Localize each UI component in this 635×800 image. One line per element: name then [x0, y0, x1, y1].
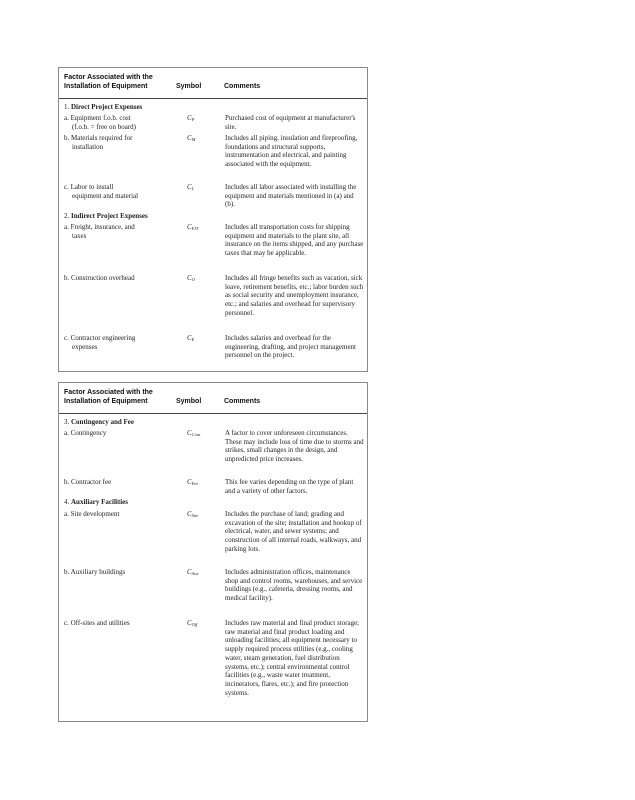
- factor-cell: [64, 429, 169, 438]
- table-header: [59, 383, 367, 414]
- factor-text-cont: taxes: [72, 231, 87, 240]
- comment-cell: Purchased cost of equipment at manufacturer's site.: [225, 114, 356, 131]
- factor-text: a. Equipment f.o.b. cost: [64, 114, 131, 122]
- equipment-factors-table-part-2: [58, 382, 368, 722]
- section-title: Contingency and Fee: [71, 418, 134, 426]
- scan-artifact: [180, 376, 360, 379]
- factor-cell: [64, 134, 169, 151]
- factor-cell: [64, 619, 169, 628]
- equipment-factors-table-part-1: [58, 67, 368, 372]
- column-header-symbol: Symbol: [176, 83, 202, 90]
- column-header-factor: Factor Associated with the Installation of Equipment: [64, 74, 153, 90]
- comment-cell: A factor to cover unforeseen circumstances. These may include loss of time due to storms and strikes, small changes in the design, and unpredicted price increases.: [225, 429, 364, 464]
- symbol-cell: $C_{Fee}$: [187, 478, 199, 486]
- factor-cell: [64, 223, 169, 240]
- symbol-cell: $C_{Site}$: [187, 510, 199, 518]
- section-heading: [64, 103, 142, 112]
- factor-cell: [64, 114, 169, 131]
- factor-cell: [64, 183, 169, 200]
- factor-cell: [64, 334, 169, 351]
- comment-cell: Includes all piping, insulation and fireproofing, foundations and structural supports, instrumentation and electrical, and painting associated with the equipment.: [225, 134, 358, 169]
- comment-cell: Includes all labor associated with installing the equipment and materials mentioned in (a) and (b).: [225, 183, 357, 209]
- symbol-cell: $C_O$: [187, 274, 195, 282]
- comment-cell: Includes all fringe benefits such as vacation, sick leave, retirement benefits, etc.; labor burden such as social security and unemployment insurance, etc.; and salaries and overhead for supervisory personnel.: [225, 274, 364, 317]
- comment-cell: Includes salaries and overhead for the engineering, drafting, and project management personnel on the project.: [225, 334, 357, 360]
- factor-cell: [64, 478, 169, 487]
- comment-cell: Includes all transportation costs for shipping equipment and materials to the plant site, all insurance on the items shipped, and any purchase taxes that may be applicable.: [225, 223, 364, 258]
- column-header-comments: Comments: [224, 398, 261, 405]
- factor-cell: [64, 274, 169, 283]
- section-title: Auxiliary Facilities: [71, 498, 128, 506]
- section-heading: [64, 212, 148, 221]
- factor-text-cont: expenses: [72, 342, 98, 351]
- symbol-cell: $C_{Cont}$: [187, 429, 201, 437]
- factor-text: b. Contractor fee: [64, 478, 112, 486]
- symbol-cell: $C_P$: [187, 114, 195, 122]
- factor-text: b. Construction overhead: [64, 274, 135, 282]
- factor-text: a. Site development: [64, 510, 120, 518]
- section-number: 4.: [64, 498, 70, 506]
- comment-cell: Includes the purchase of land; grading and excavation of the site; installation and hookup of electrical, water, and sewer systems; and construction of all internal roads, walkways, and parking lots.: [225, 510, 362, 553]
- factor-text: c. Off-sites and utilities: [64, 619, 130, 627]
- factor-text: a. Freight, insurance, and: [64, 223, 135, 231]
- factor-text-cont: installation: [72, 142, 104, 151]
- factor-text: c. Contractor engineering: [64, 334, 136, 342]
- factor-text: c. Labor to install: [64, 183, 114, 191]
- factor-cell: [64, 510, 169, 519]
- table-header: [59, 68, 367, 99]
- symbol-cell: $C_{Aux}$: [187, 568, 199, 576]
- section-number: 2.: [64, 212, 70, 220]
- factor-text: a. Contingency: [64, 429, 107, 437]
- section-number: 3.: [64, 418, 70, 426]
- column-header-factor: Factor Associated with the Installation of Equipment: [64, 389, 153, 405]
- comment-cell: Includes administration offices, maintenance shop and control rooms, warehouses, and service buildings (e.g., cafeteria, dressing rooms, and medical facility).: [225, 568, 363, 603]
- section-title: Indirect Project Expenses: [71, 212, 148, 220]
- comment-cell: Includes raw material and final product storage; raw material and final product loading and unloading facilities; all equipment necessary to supply required process utilities (e.g., cooling water, steam generation, fuel distribution systems, etc.); central environmental control facilities (e.g., waste water treatment, incinerators, flares, etc.); and fire protection systems.: [225, 619, 360, 697]
- symbol-cell: $C_{Off}$: [187, 619, 198, 627]
- section-title: Direct Project Expenses: [71, 103, 143, 111]
- section-number: 1.: [64, 103, 70, 111]
- comment-cell: This fee varies depending on the type of plant and a variety of other factors.: [225, 478, 354, 495]
- factor-text-cont: (f.o.b. = free on board): [72, 122, 137, 131]
- section-heading: [64, 498, 128, 507]
- column-header-comments: Comments: [224, 83, 261, 90]
- symbol-cell: $C_{FIT}$: [187, 223, 199, 231]
- section-heading: [64, 418, 134, 427]
- factor-text: b. Auxiliary buildings: [64, 568, 126, 576]
- symbol-cell: $C_E$: [187, 334, 195, 342]
- factor-text-cont: equipment and material: [72, 191, 139, 200]
- symbol-cell: $C_M$: [187, 134, 196, 142]
- column-header-symbol: Symbol: [176, 398, 202, 405]
- symbol-cell: $C_L$: [187, 183, 195, 191]
- factor-text: b. Materials required for: [64, 134, 133, 142]
- factor-cell: [64, 568, 169, 577]
